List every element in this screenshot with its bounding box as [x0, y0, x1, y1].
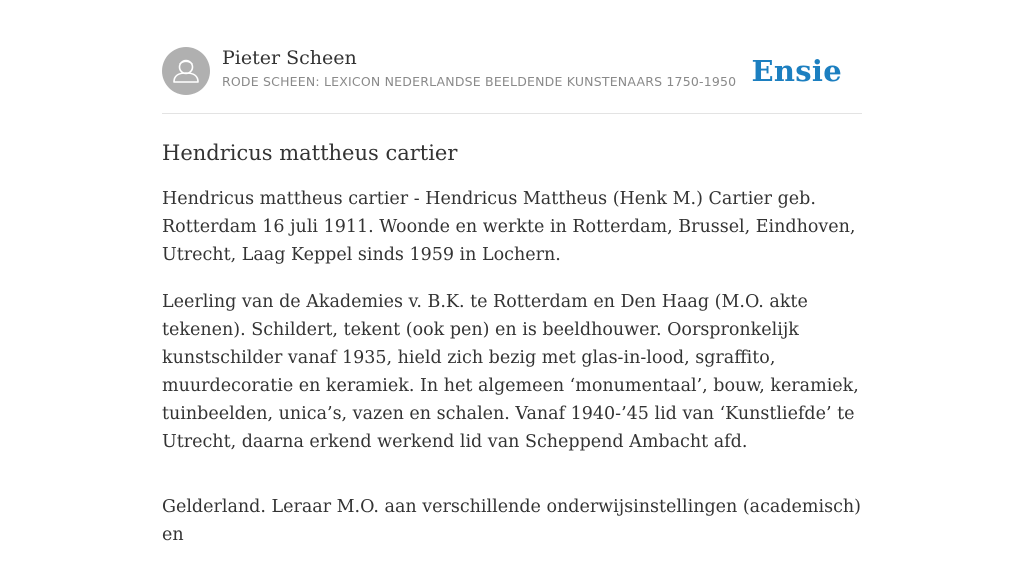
paragraph-3: Gelderland. Leraar M.O. aan verschillende onderwijsinstellingen (academisch) en — [162, 497, 861, 545]
paragraph-2: Leerling van de Akademies v. B.K. te Rotterdam en Den Haag (M.O. akte tekenen). Schildert, tekent (ook pen) en is beeldhouwer. Oorspronkelijk kunstschilder vanaf 1935, hield zich bezig met glas-in-lood, sgraffito, muurdecoratie en keramiek. In het algemeen ‘monumentaal’, bouw, keramiek, tuinbeelden, unica’s, vazen en schalen. Vanaf 1940-’45 lid van ‘Kunstliefde’ te Utrecht, daarna erkend werkend lid van Scheppend Ambacht afd. — [162, 292, 859, 452]
source-lexicon[interactable]: RODE SCHEEN: LEXICON NEDERLANDSE BEELDENDE KUNSTENAARS 1750-1950 — [222, 74, 737, 89]
author-avatar[interactable] — [162, 47, 210, 95]
author-name[interactable]: Pieter Scheen — [222, 47, 357, 69]
entry-card — [162, 46, 862, 568]
entry-header — [162, 46, 862, 114]
ensie-logo[interactable]: Ensie — [751, 54, 842, 88]
person-outline-icon — [162, 47, 210, 95]
entry-body — [162, 185, 862, 549]
entry-title: Hendricus mattheus cartier — [162, 141, 458, 165]
paragraph-1: Hendricus mattheus cartier - Hendricus Mattheus (Henk M.) Cartier geb. Rotterdam 16 juli 1911. Woonde en werkte in Rotterdam, Brussel, Eindhoven, Utrecht, Laag Keppel sinds 1959 in Lochern. — [162, 189, 856, 265]
